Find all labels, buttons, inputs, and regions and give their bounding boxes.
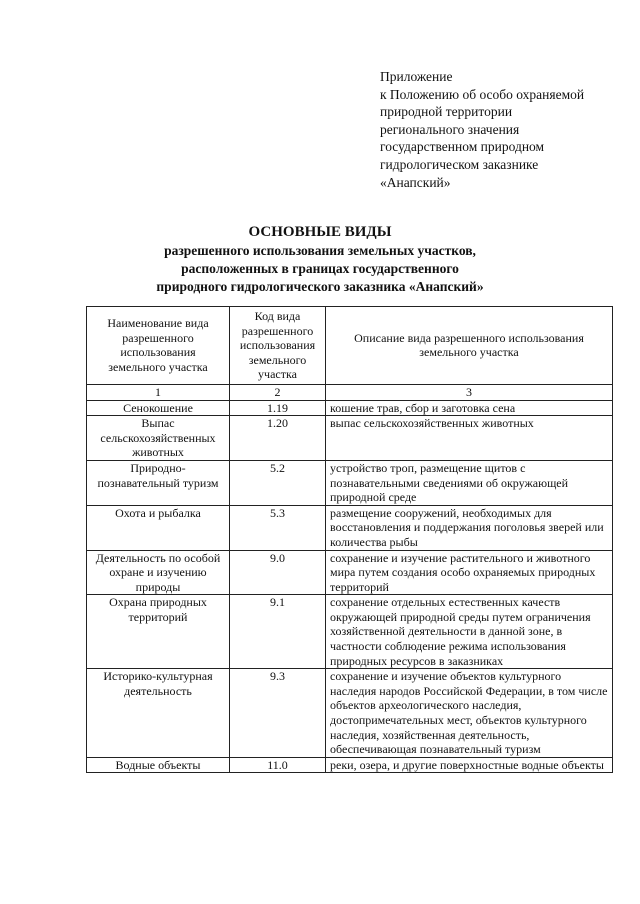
header-description: Описание вида разрешенного использования земельного участка [326,307,613,385]
cell-code: 1.20 [230,416,326,461]
column-number-row [87,384,613,400]
title-main: ОСНОВНЫЕ ВИДЫ [248,224,392,240]
appendix-line: природной территории [380,104,513,120]
table-row [87,400,613,416]
cell-name: Охрана природных территорий [87,595,230,669]
cell-description: выпас сельскохозяйственных животных [326,416,613,461]
cell-name: Деятельность по особой охране и изучению природы [87,550,230,595]
cell-code: 1.19 [230,400,326,416]
header-code: Код вида разрешенного использования земельного участка [230,307,326,385]
appendix-line: государственном природном [380,139,545,155]
title-line: расположенных в границах государственного [181,261,459,276]
cell-code: 5.2 [230,460,326,505]
cell-code: 9.0 [230,550,326,595]
title-line: разрешенного использования земельных участков, [164,243,476,258]
cell-description: реки, озера, и другие поверхностные водные объекты [326,757,613,773]
title-line: природного гидрологического заказника «Анапский» [156,279,484,294]
cell-name: Водные объекты [87,757,230,773]
appendix-line: Приложение [380,69,453,84]
cell-code: 5.3 [230,505,326,550]
table-row [87,595,613,669]
table-row [87,669,613,758]
table-row [87,416,613,461]
cell-code: 9.3 [230,669,326,758]
cell-name: Историко-культурная деятельность [87,669,230,758]
appendix-line: к Положению об особо охраняемой [380,86,585,102]
cell-description: кошение трав, сбор и заготовка сена [326,400,613,416]
appendix-line: «Анапский» [380,174,451,190]
land-use-table [86,306,613,773]
table-header-row [87,307,613,385]
cell-name: Охота и рыбалка [87,505,230,550]
document-title [0,222,640,296]
table-row [87,757,613,773]
column-number: 3 [326,384,613,400]
column-number: 2 [230,384,326,400]
column-number: 1 [87,384,230,400]
cell-code: 11.0 [230,757,326,773]
appendix-line: гидрологическом заказнике [380,156,539,172]
appendix-line: регионального значения [380,121,520,137]
cell-description: размещение сооружений, необходимых для восстановления и поддержания поголовья зверей или количества рыбы [326,505,613,550]
cell-description: сохранение и изучение объектов культурного наследия народов Российской Федерации, в том числе объектов археологического наследия, достопримечательных мест, объектов культурного наследия, хозяйственная деятельность, обеспечивающая познавательный туризм [326,669,613,758]
cell-description: устройство троп, размещение щитов с познавательными сведениями об окружающей природной среде [326,460,613,505]
cell-code: 9.1 [230,595,326,669]
header-name: Наименование вида разрешенного использования земельного участка [87,307,230,385]
appendix-block [380,68,630,191]
cell-name: Выпас сельскохозяйственных животных [87,416,230,461]
cell-description: сохранение отдельных естественных качеств окружающей природной среды путем ограничения хозяйственной деятельности в данной зоне, в частности соблюдение режима использования природных ресурсов в заказниках [326,595,613,669]
table-row [87,505,613,550]
table-row [87,460,613,505]
cell-description: сохранение и изучение растительного и животного мира путем создания особо охраняемых природных территорий [326,550,613,595]
cell-name: Сенокошение [87,400,230,416]
table-row [87,550,613,595]
cell-name: Природно-познавательный туризм [87,460,230,505]
